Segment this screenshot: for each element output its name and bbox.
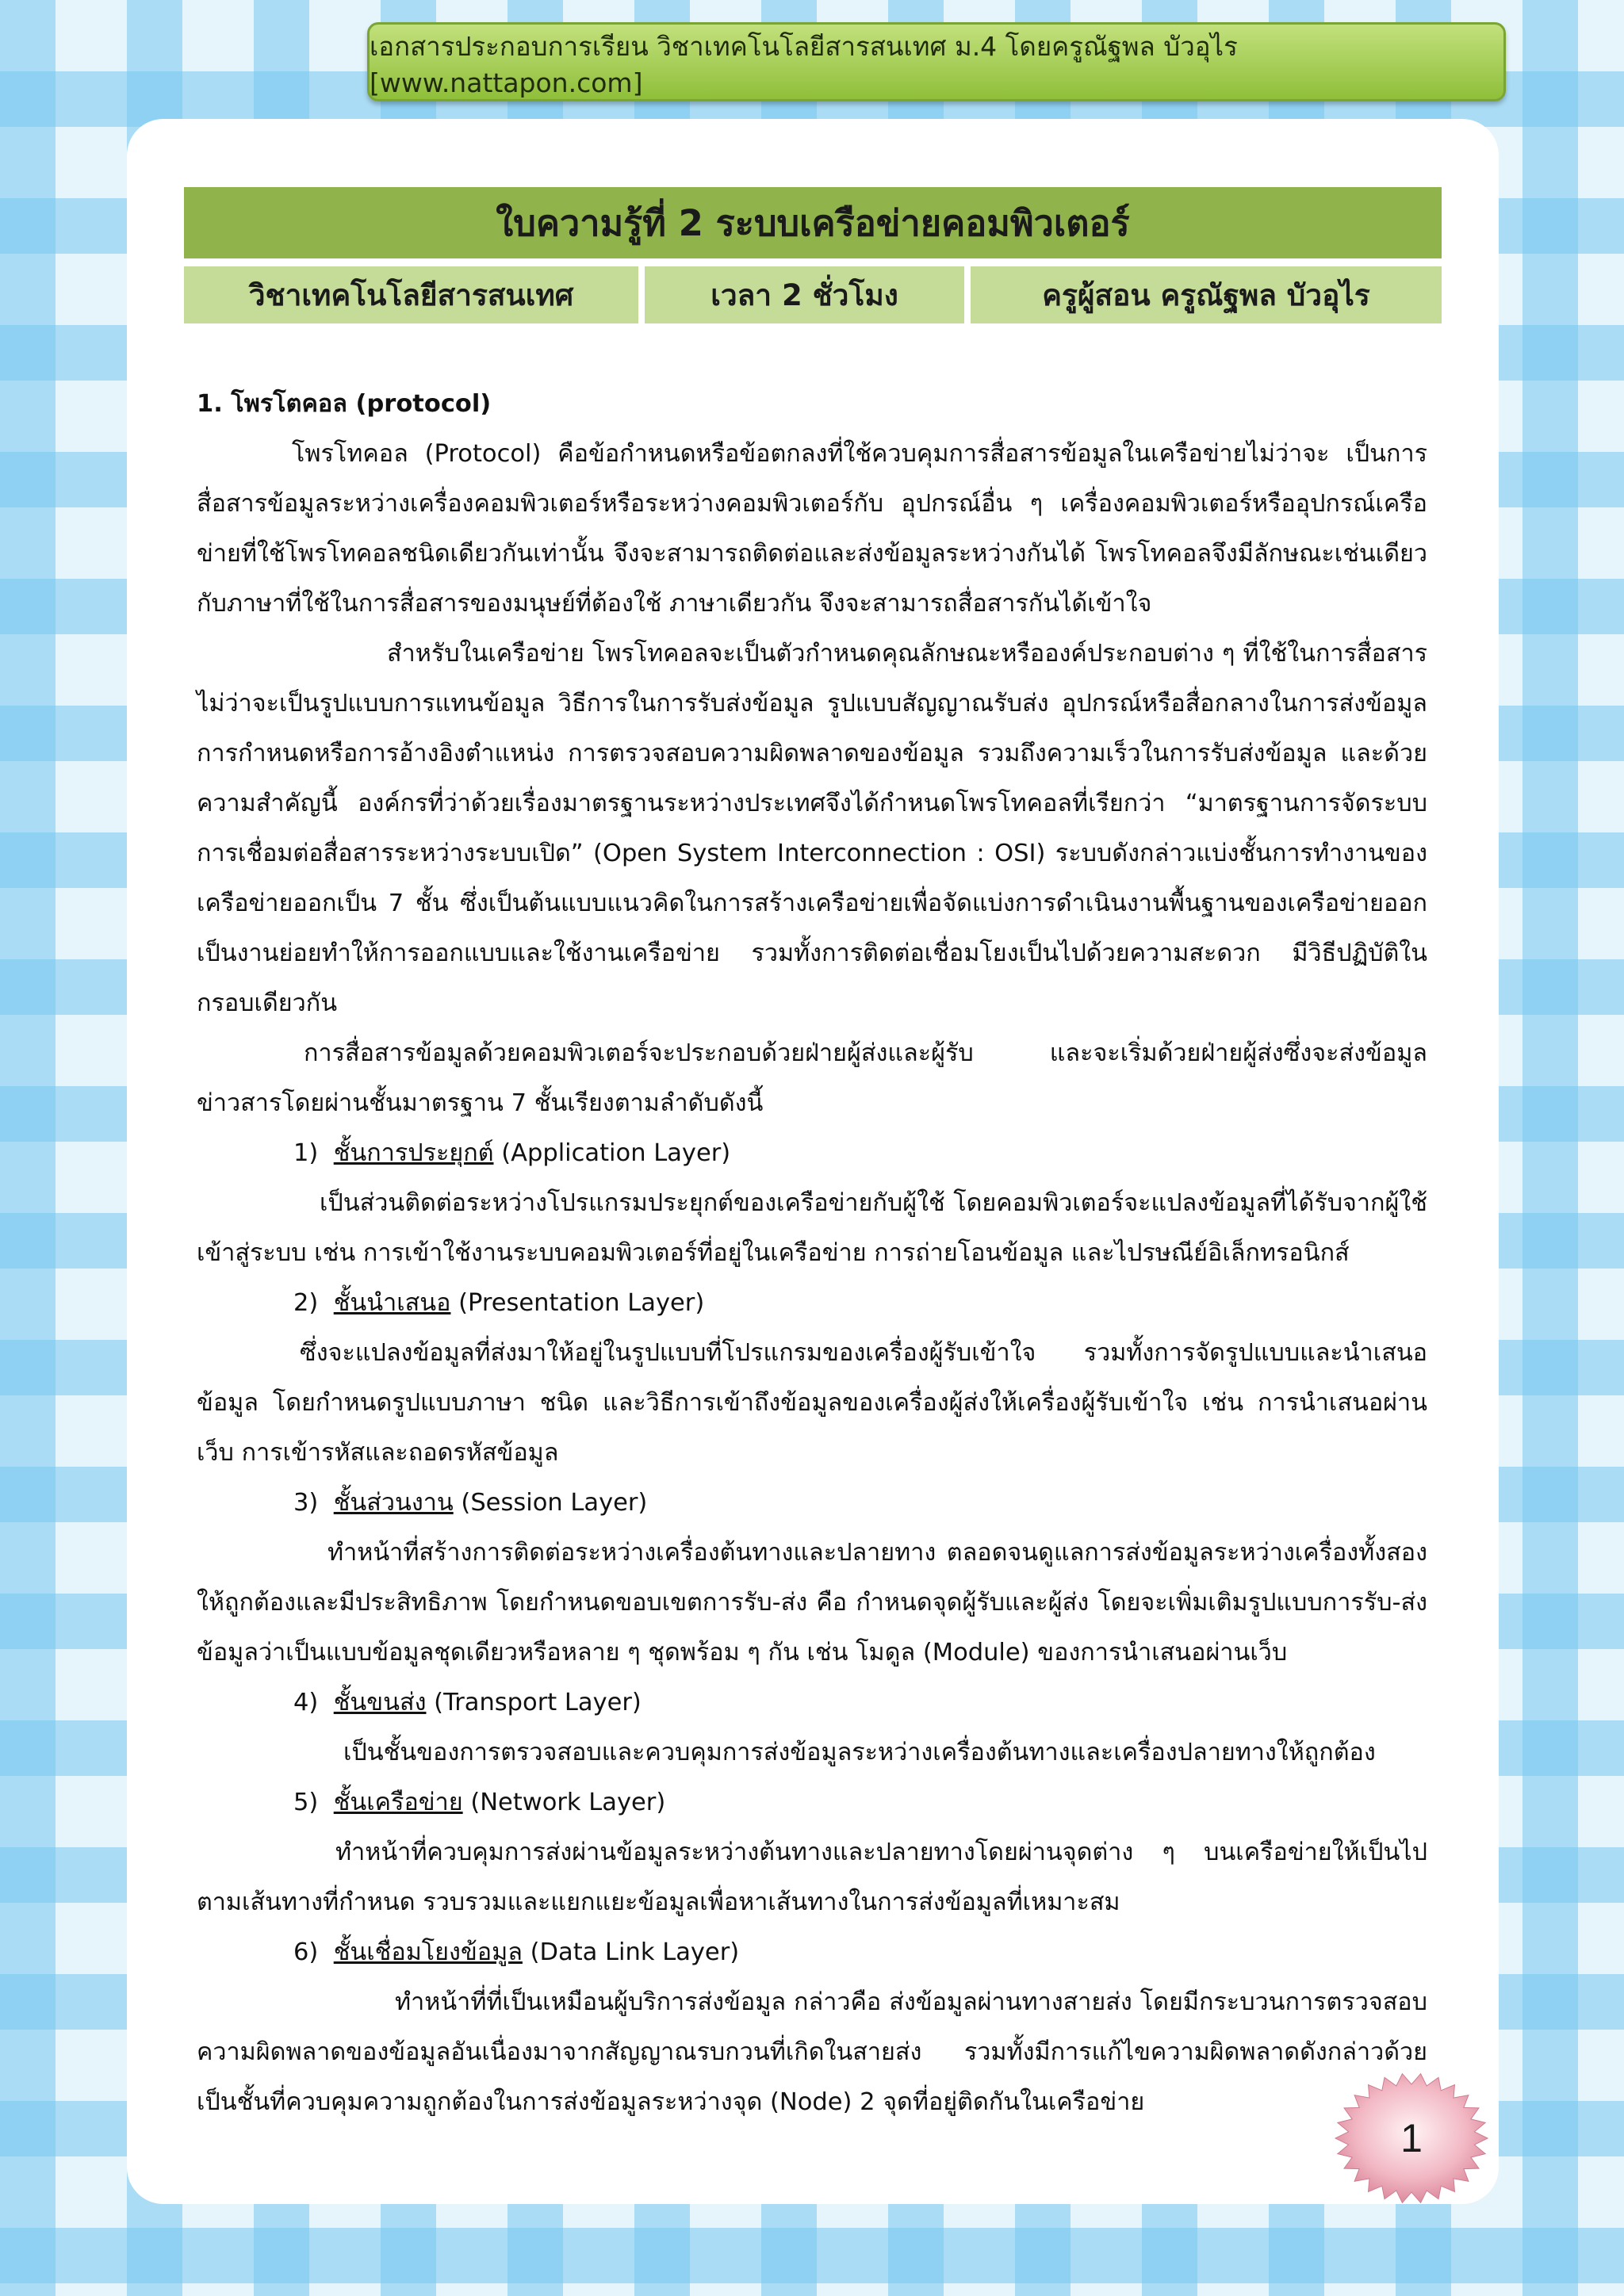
- layer-number: 4): [293, 1689, 319, 1716]
- layer-name: ชั้นขนส่ง: [333, 1689, 427, 1716]
- layer-number: 2): [293, 1289, 319, 1317]
- layer-heading: [197, 1128, 1427, 1178]
- layer-name: ชั้นเชื่อมโยงข้อมูล: [333, 1938, 523, 1966]
- info-row: [184, 266, 1442, 323]
- layer-heading: [197, 1478, 1427, 1528]
- layer-number: 6): [293, 1938, 319, 1966]
- header-text: เอกสารประกอบการเรียน วิชาเทคโนโลยีสารสนเทศ ม.4 โดยครูณัฐพล บัวอุไร [www.nattapon.com]: [370, 31, 1238, 98]
- layer-english-name: (Transport Layer): [434, 1689, 642, 1716]
- subject-cell: [184, 266, 638, 323]
- teacher-label: ครูผู้สอน ครูณัฐพล บัวอุไร: [1042, 277, 1370, 312]
- layer-heading: [197, 1278, 1427, 1328]
- layer-description: เป็นชั้นของการตรวจสอบและควบคุมการส่งข้อมูลระหว่างเครื่องต้นทางและเครื่องปลายทางให้ถูกต้อง: [343, 1739, 1376, 1766]
- paragraph-protocol-definition: โพรโทคอล (Protocol) คือข้อกำหนดหรือข้อตกลงที่ใช้ควบคุมการสื่อสารข้อมูลในเครือข่ายไม่ว่าจะ เป็นการสื่อสารข้อมูลระหว่างเครื่องคอมพิวเตอร์หรือระหว่างคอมพิวเตอร์กับ อุปกรณ์อื่น ๆ เครื่องคอมพิวเตอร์หรืออุปกรณ์เครือข่ายที่ใช้โพรโทคอลชนิดเดียวกันเท่านั้น จึงจะสามารถติดต่อและส่งข้อมูลระหว่างกันได้ โพรโทคอลจึงมีลักษณะเช่นเดียวกับภาษาที่ใช้ในการสื่อสารของมนุษย์ที่ต้องใช้ ภาษาเดียวกัน จึงจะสามารถสื่อสารกันได้เข้าใจ: [197, 440, 1427, 618]
- paragraph-osi-intro: สำหรับในเครือข่าย โพรโทคอลจะเป็นตัวกำหนดคุณลักษณะหรือองค์ประกอบต่าง ๆ ที่ใช้ในการสื่อสารไม่ว่าจะเป็นรูปแบบการแทนข้อมูล วิธีการในการรับส่งข้อมูล รูปแบบสัญญาณรับส่ง อุปกรณ์หรือสื่อกลางในการส่งข้อมูล การกำหนดหรือการอ้างอิงตำแหน่ง การตรวจสอบความผิดพลาดของข้อมูล รวมถึงความเร็วในการรับส่งข้อมูล และด้วยความสำคัญนี้ องค์กรที่ว่าด้วยเรื่องมาตรฐานระหว่างประเทศจึงได้กำหนดโพรโทคอลที่เรียกว่า “มาตรฐานการจัดระบบการเชื่อมต่อสื่อสารระหว่างระบบเปิด” (Open System Interconnection : OSI) ระบบดังกล่าวแบ่งชั้นการทำงานของเครือข่ายออกเป็น 7 ชั้น ซึ่งเป็นต้นแบบแนวคิดในการสร้างเครือข่ายเพื่อจัดแบ่งการดำเนินงานพื้นฐานของเครือข่ายออกเป็นงานย่อยทำให้การออกแบบและใช้งานเครือข่าย รวมทั้งการติดต่อเชื่อมโยงเป็นไปด้วยความสะดวก มีวิธีปฏิบัติในกรอบเดียวกัน: [197, 640, 1427, 1017]
- layer-name: ชั้นเครือข่าย: [333, 1789, 463, 1816]
- layer-number: 1): [293, 1139, 319, 1167]
- subject-label: วิชาเทคโนโลยีสารสนเทศ: [248, 277, 574, 312]
- layer-name: ชั้นส่วนงาน: [333, 1489, 454, 1517]
- header-banner: [367, 22, 1506, 101]
- duration-cell: [645, 266, 964, 323]
- layer-name: ชั้นนำเสนอ: [333, 1289, 451, 1317]
- layer-heading: [197, 1777, 1427, 1827]
- page-number: 1: [1400, 2116, 1423, 2160]
- paragraph-layers-intro: การสื่อสารข้อมูลด้วยคอมพิวเตอร์จะประกอบด้วยฝ่ายผู้ส่งและผู้รับ และจะเริ่มด้วยฝ่ายผู้ส่งซึ่งจะส่งข้อมูลข่าวสารโดยผ่านชั้นมาตรฐาน 7 ชั้นเรียงตามลำดับดังนี้: [197, 1039, 1427, 1117]
- layer-number: 3): [293, 1489, 319, 1517]
- layer-heading: [197, 1927, 1427, 1977]
- document-title: ใบความรู้ที่ 2 ระบบเครือข่ายคอมพิวเตอร์: [496, 202, 1130, 244]
- layer-description: ทำหน้าที่ที่เป็นเหมือนผู้บริการส่งข้อมูล กล่าวคือ ส่งข้อมูลผ่านทางสายส่ง โดยมีกระบวนการตรวจสอบความผิดพลาดของข้อมูลอันเนื่องมาจากสัญญาณรบกวนที่เกิดในสายส่ง รวมทั้งมีการแก้ไขความผิดพลาดดังกล่าวด้วย เป็นชั้นที่ควบคุมความถูกต้องในการส่งข้อมูลระหว่างจุด (Node) 2 จุดที่อยู่ติดกันในเครือข่าย: [197, 1988, 1427, 2116]
- layer-english-name: (Data Link Layer): [530, 1938, 740, 1966]
- layer-description: เป็นส่วนติดต่อระหว่างโปรแกรมประยุกต์ของเครือข่ายกับผู้ใช้ โดยคอมพิวเตอร์จะแปลงข้อมูลที่ได้รับจากผู้ใช้เข้าสู่ระบบ เช่น การเข้าใช้งานระบบคอมพิวเตอร์ที่อยู่ในเครือข่าย การถ่ายโอนข้อมูล และไปรษณีย์อิเล็กทรอนิกส์: [197, 1189, 1427, 1267]
- duration-label: เวลา 2 ชั่วโมง: [710, 277, 898, 312]
- layer-number: 5): [293, 1789, 319, 1816]
- layer-description: ทำหน้าที่สร้างการติดต่อระหว่างเครื่องต้นทางและปลายทาง ตลอดจนดูแลการส่งข้อมูลระหว่างเครื่องทั้งสองให้ถูกต้องและมีประสิทธิภาพ โดยกำหนดขอบเขตการรับ-ส่ง คือ กำหนดจุดผู้รับและผู้ส่ง โดยจะเพิ่มเติมรูปแบบการรับ-ส่งข้อมูลว่าเป็นแบบข้อมูลชุดเดียวหรือหลาย ๆ ชุดพร้อม ๆ กัน เช่น โมดูล (Module) ของการนำเสนอผ่านเว็บ: [197, 1539, 1427, 1667]
- section-heading: 1. โพรโตคอล (protocol): [197, 390, 492, 418]
- teacher-cell: [971, 266, 1442, 323]
- layer-name: ชั้นการประยุกต์: [333, 1139, 494, 1167]
- document-title-bar: [184, 187, 1442, 258]
- layer-english-name: (Network Layer): [470, 1789, 666, 1816]
- layer-english-name: (Session Layer): [461, 1489, 648, 1517]
- layer-heading: [197, 1678, 1427, 1728]
- layer-description: ซึ่งจะแปลงข้อมูลที่ส่งมาให้อยู่ในรูปแบบที่โปรแกรมของเครื่องผู้รับเข้าใจ รวมทั้งการจัดรูปแบบและนำเสนอข้อมูล โดยกำหนดรูปแบบภาษา ชนิด และวิธีการเข้าถึงข้อมูลของเครื่องผู้ส่งให้เครื่องผู้รับเข้าใจ เช่น การนำเสนอผ่านเว็บ การเข้ารหัสและถอดรหัสข้อมูล: [197, 1339, 1427, 1467]
- layer-description: ทำหน้าที่ควบคุมการส่งผ่านข้อมูลระหว่างต้นทางและปลายทางโดยผ่านจุดต่าง ๆ บนเครือข่ายให้เป็นไปตามเส้นทางที่กำหนด รวบรวมและแยกแยะข้อมูลเพื่อหาเส้นทางในการส่งข้อมูลที่เหมาะสม: [197, 1839, 1427, 1916]
- document-body: [197, 379, 1427, 2127]
- layer-english-name: (Presentation Layer): [458, 1289, 705, 1317]
- layer-english-name: (Application Layer): [501, 1139, 731, 1167]
